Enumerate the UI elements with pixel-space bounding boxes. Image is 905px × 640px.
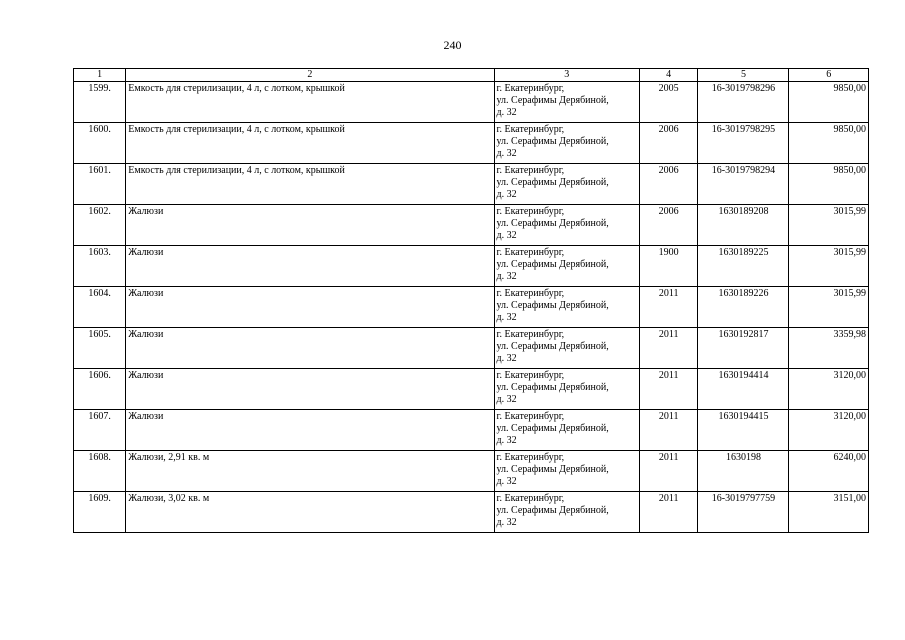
address-cell xyxy=(494,164,639,205)
address-line: д. 32 xyxy=(496,312,517,323)
price-cell: 3015,99 xyxy=(789,205,869,246)
table-row xyxy=(74,287,869,328)
address-line: ул. Серафимы Дерябиной, xyxy=(496,136,609,147)
row-number-cell: 1607. xyxy=(74,410,126,451)
row-number-cell: 1609. xyxy=(74,492,126,533)
row-number-cell: 1608. xyxy=(74,451,126,492)
year-cell: 2011 xyxy=(639,287,698,328)
page-number: 240 xyxy=(443,38,462,52)
address-line: д. 32 xyxy=(496,353,517,364)
column-header: 5 xyxy=(698,69,789,82)
property-registry-table xyxy=(73,68,869,533)
address-line: ул. Серафимы Дерябиной, xyxy=(496,423,609,434)
table-row xyxy=(74,82,869,123)
year-cell: 2011 xyxy=(639,451,698,492)
address-line: д. 32 xyxy=(496,271,517,282)
table-row xyxy=(74,164,869,205)
address-line: г. Екатеринбург, xyxy=(496,329,565,340)
column-header: 2 xyxy=(126,69,494,82)
address-line: г. Екатеринбург, xyxy=(496,206,565,217)
table-row xyxy=(74,451,869,492)
address-line: ул. Серафимы Дерябиной, xyxy=(496,259,609,270)
inventory-number-cell: 1630189225 xyxy=(698,246,789,287)
year-cell: 1900 xyxy=(639,246,698,287)
table-row xyxy=(74,492,869,533)
item-name-cell: Емкость для стерилизации, 4 л, с лотком, крышкой xyxy=(126,82,494,123)
address-line: г. Екатеринбург, xyxy=(496,288,565,299)
year-cell: 2011 xyxy=(639,492,698,533)
row-number-cell: 1602. xyxy=(74,205,126,246)
item-name-cell: Жалюзи xyxy=(126,369,494,410)
price-cell: 9850,00 xyxy=(789,123,869,164)
item-name-cell: Жалюзи, 3,02 кв. м xyxy=(126,492,494,533)
address-line: г. Екатеринбург, xyxy=(496,83,565,94)
address-line: д. 32 xyxy=(496,230,517,241)
price-cell: 9850,00 xyxy=(789,164,869,205)
address-cell xyxy=(494,205,639,246)
year-cell: 2011 xyxy=(639,369,698,410)
address-cell xyxy=(494,82,639,123)
address-line: г. Екатеринбург, xyxy=(496,165,565,176)
row-number-cell: 1605. xyxy=(74,328,126,369)
address-cell xyxy=(494,369,639,410)
inventory-number-cell: 16-3019798294 xyxy=(698,164,789,205)
inventory-number-cell: 1630189226 xyxy=(698,287,789,328)
price-cell: 9850,00 xyxy=(789,82,869,123)
year-cell: 2006 xyxy=(639,123,698,164)
address-line: д. 32 xyxy=(496,189,517,200)
column-number-row xyxy=(74,69,869,82)
row-number-cell: 1601. xyxy=(74,164,126,205)
address-line: г. Екатеринбург, xyxy=(496,452,565,463)
inventory-number-cell: 1630194414 xyxy=(698,369,789,410)
price-cell: 6240,00 xyxy=(789,451,869,492)
inventory-number-cell: 16-3019798295 xyxy=(698,123,789,164)
address-line: ул. Серафимы Дерябиной, xyxy=(496,464,609,475)
address-line: г. Екатеринбург, xyxy=(496,370,565,381)
item-name-cell: Емкость для стерилизации, 4 л, с лотком, крышкой xyxy=(126,164,494,205)
year-cell: 2005 xyxy=(639,82,698,123)
address-line: г. Екатеринбург, xyxy=(496,124,565,135)
address-line: ул. Серафимы Дерябиной, xyxy=(496,218,609,229)
address-line: ул. Серафимы Дерябиной, xyxy=(496,341,609,352)
address-line: д. 32 xyxy=(496,148,517,159)
address-line: ул. Серафимы Дерябиной, xyxy=(496,300,609,311)
price-cell: 3120,00 xyxy=(789,410,869,451)
column-header: 1 xyxy=(74,69,126,82)
year-cell: 2006 xyxy=(639,205,698,246)
address-line: д. 32 xyxy=(496,517,517,528)
item-name-cell: Жалюзи xyxy=(126,287,494,328)
table-row xyxy=(74,205,869,246)
column-header: 4 xyxy=(639,69,698,82)
item-name-cell: Жалюзи xyxy=(126,205,494,246)
address-cell xyxy=(494,451,639,492)
address-cell xyxy=(494,328,639,369)
address-cell xyxy=(494,246,639,287)
row-number-cell: 1599. xyxy=(74,82,126,123)
table-row xyxy=(74,123,869,164)
address-line: г. Екатеринбург, xyxy=(496,247,565,258)
row-number-cell: 1600. xyxy=(74,123,126,164)
address-line: д. 32 xyxy=(496,107,517,118)
address-line: д. 32 xyxy=(496,476,517,487)
table-row xyxy=(74,246,869,287)
column-header: 6 xyxy=(789,69,869,82)
price-cell: 3151,00 xyxy=(789,492,869,533)
year-cell: 2011 xyxy=(639,410,698,451)
item-name-cell: Жалюзи xyxy=(126,246,494,287)
price-cell: 3359,98 xyxy=(789,328,869,369)
address-cell xyxy=(494,410,639,451)
inventory-number-cell: 1630198 xyxy=(698,451,789,492)
address-line: г. Екатеринбург, xyxy=(496,411,565,422)
inventory-number-cell: 1630189208 xyxy=(698,205,789,246)
row-number-cell: 1606. xyxy=(74,369,126,410)
table-row xyxy=(74,410,869,451)
inventory-number-cell: 1630194415 xyxy=(698,410,789,451)
address-cell xyxy=(494,287,639,328)
year-cell: 2011 xyxy=(639,328,698,369)
item-name-cell: Жалюзи xyxy=(126,410,494,451)
price-cell: 3015,99 xyxy=(789,287,869,328)
address-line: д. 32 xyxy=(496,435,517,446)
table-row xyxy=(74,369,869,410)
price-cell: 3120,00 xyxy=(789,369,869,410)
address-line: г. Екатеринбург, xyxy=(496,493,565,504)
address-line: ул. Серафимы Дерябиной, xyxy=(496,382,609,393)
table-row xyxy=(74,328,869,369)
inventory-number-cell: 16-3019798296 xyxy=(698,82,789,123)
item-name-cell: Жалюзи xyxy=(126,328,494,369)
year-cell: 2006 xyxy=(639,164,698,205)
inventory-number-cell: 1630192817 xyxy=(698,328,789,369)
address-line: ул. Серафимы Дерябиной, xyxy=(496,505,609,516)
row-number-cell: 1604. xyxy=(74,287,126,328)
item-name-cell: Емкость для стерилизации, 4 л, с лотком, крышкой xyxy=(126,123,494,164)
address-line: ул. Серафимы Дерябиной, xyxy=(496,177,609,188)
price-cell: 3015,99 xyxy=(789,246,869,287)
item-name-cell: Жалюзи, 2,91 кв. м xyxy=(126,451,494,492)
address-line: д. 32 xyxy=(496,394,517,405)
column-header: 3 xyxy=(494,69,639,82)
address-line: ул. Серафимы Дерябиной, xyxy=(496,95,609,106)
inventory-number-cell: 16-3019797759 xyxy=(698,492,789,533)
address-cell xyxy=(494,492,639,533)
address-cell xyxy=(494,123,639,164)
row-number-cell: 1603. xyxy=(74,246,126,287)
